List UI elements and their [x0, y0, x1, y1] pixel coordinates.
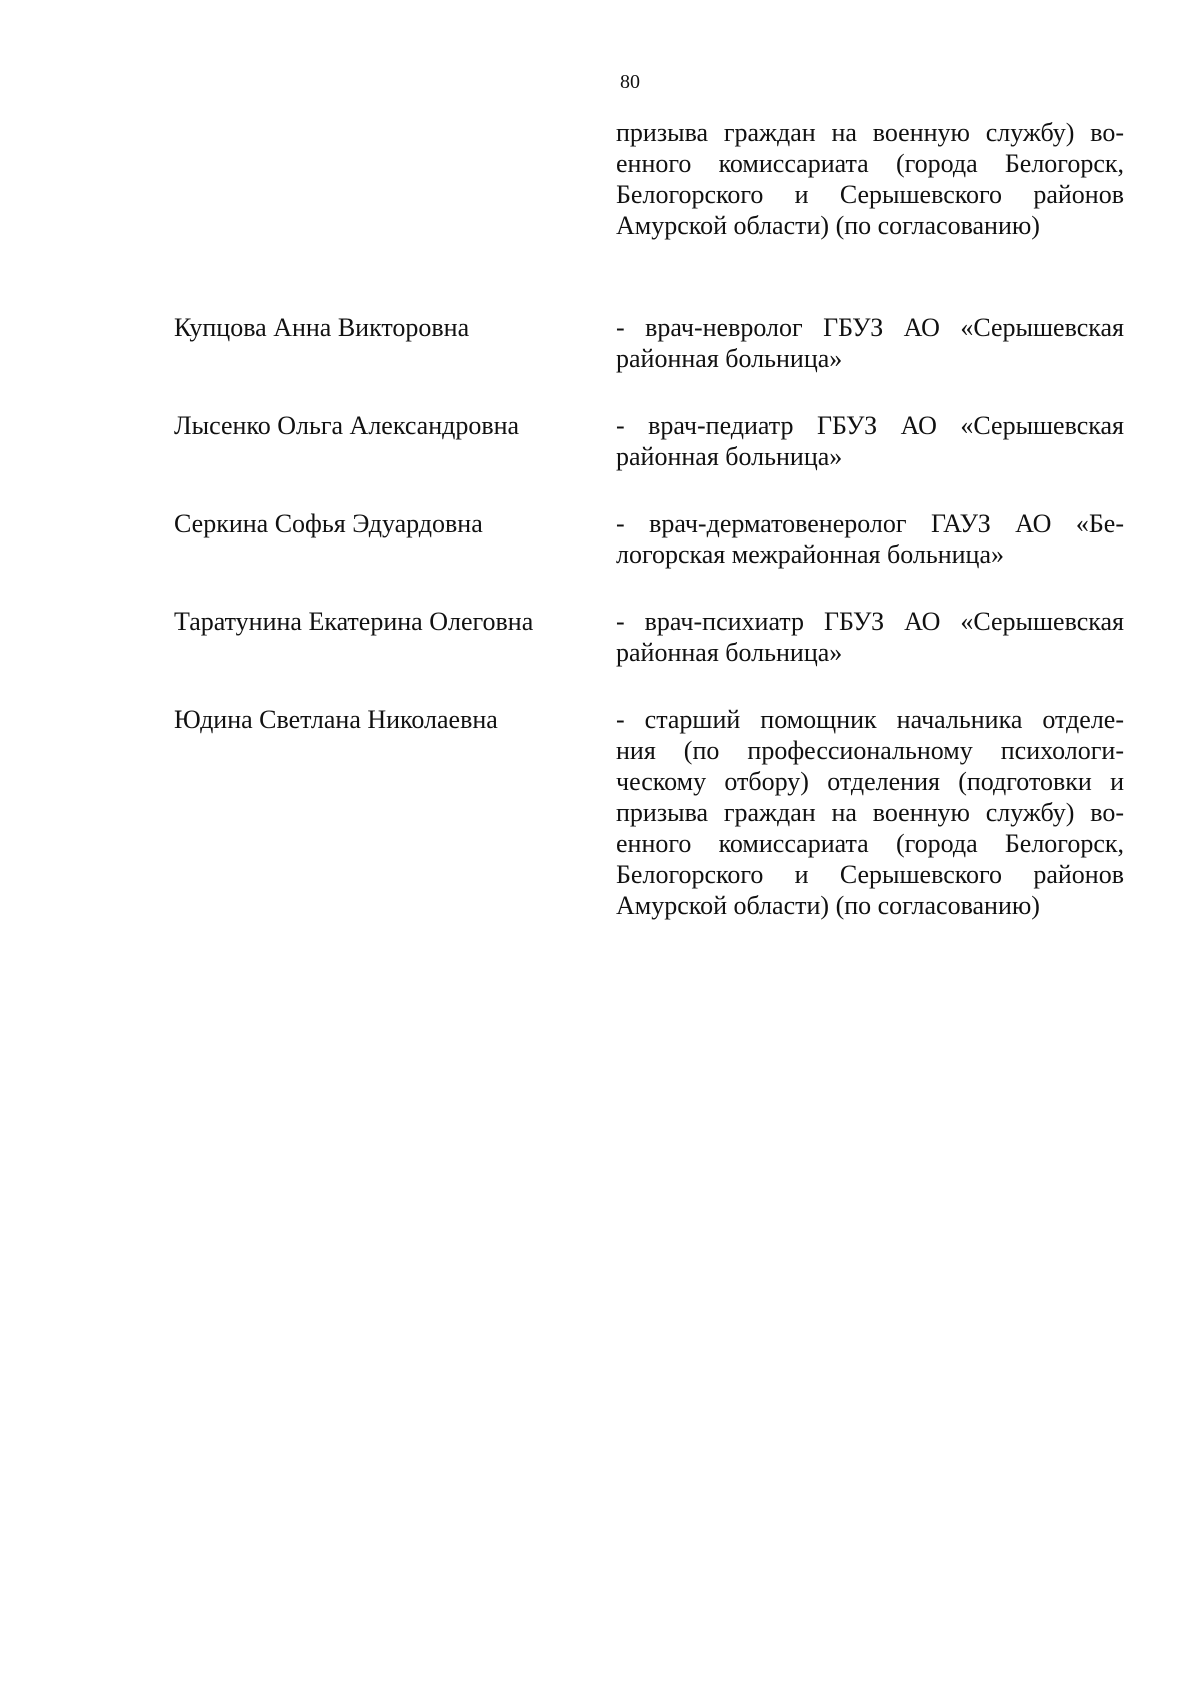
text-line: енного комиссариата (города Белогорск, — [616, 829, 1124, 858]
page-number: 80 — [620, 71, 640, 93]
member-role — [616, 606, 1124, 668]
text-line: - врач-дерматовенеролог ГАУЗ АО «Бе- — [616, 509, 1124, 538]
text-line: енного комиссариата (города Белогорск, — [616, 149, 1124, 178]
member-entry — [0, 508, 1200, 588]
member-entry — [0, 312, 1200, 392]
text-line: - врач-педиатр ГБУЗ АО «Серышевская — [616, 411, 1124, 440]
text-line: - старший помощник начальника отделе- — [616, 705, 1124, 734]
member-role — [616, 508, 1124, 570]
member-name: Купцова Анна Викторовна — [174, 313, 470, 342]
member-name: Таратунина Екатерина Олеговна — [174, 607, 534, 636]
member-entry — [0, 704, 1200, 934]
text-line: - врач-невролог ГБУЗ АО «Серышевская — [616, 313, 1124, 342]
text-line: ния (по профессиональному психологи- — [616, 736, 1124, 765]
member-entry — [0, 410, 1200, 490]
text-line: логорская межрайонная больница» — [616, 540, 1005, 569]
continued-role-text — [616, 117, 1124, 241]
text-line: призыва граждан на военную службу) во- — [616, 118, 1124, 147]
member-name: Лысенко Ольга Александровна — [174, 411, 520, 440]
member-entry — [0, 606, 1200, 686]
member-name: Юдина Светлана Николаевна — [174, 705, 498, 734]
text-line: районная больница» — [616, 638, 843, 667]
text-line: Белогорского и Серышевского районов — [616, 180, 1124, 209]
member-role — [616, 704, 1124, 921]
text-line: Белогорского и Серышевского районов — [616, 860, 1124, 889]
text-line: районная больница» — [616, 344, 843, 373]
member-name: Серкина Софья Эдуардовна — [174, 509, 483, 538]
member-role — [616, 312, 1124, 374]
text-line: призыва граждан на военную службу) во- — [616, 798, 1124, 827]
text-line: ческому отбору) отделения (подготовки и — [616, 767, 1124, 796]
text-line: районная больница» — [616, 442, 843, 471]
text-line: - врач-психиатр ГБУЗ АО «Серышевская — [616, 607, 1124, 636]
text-line: Амурской области) (по согласованию) — [616, 211, 1040, 240]
text-line: Амурской области) (по согласованию) — [616, 891, 1040, 920]
member-role — [616, 410, 1124, 472]
